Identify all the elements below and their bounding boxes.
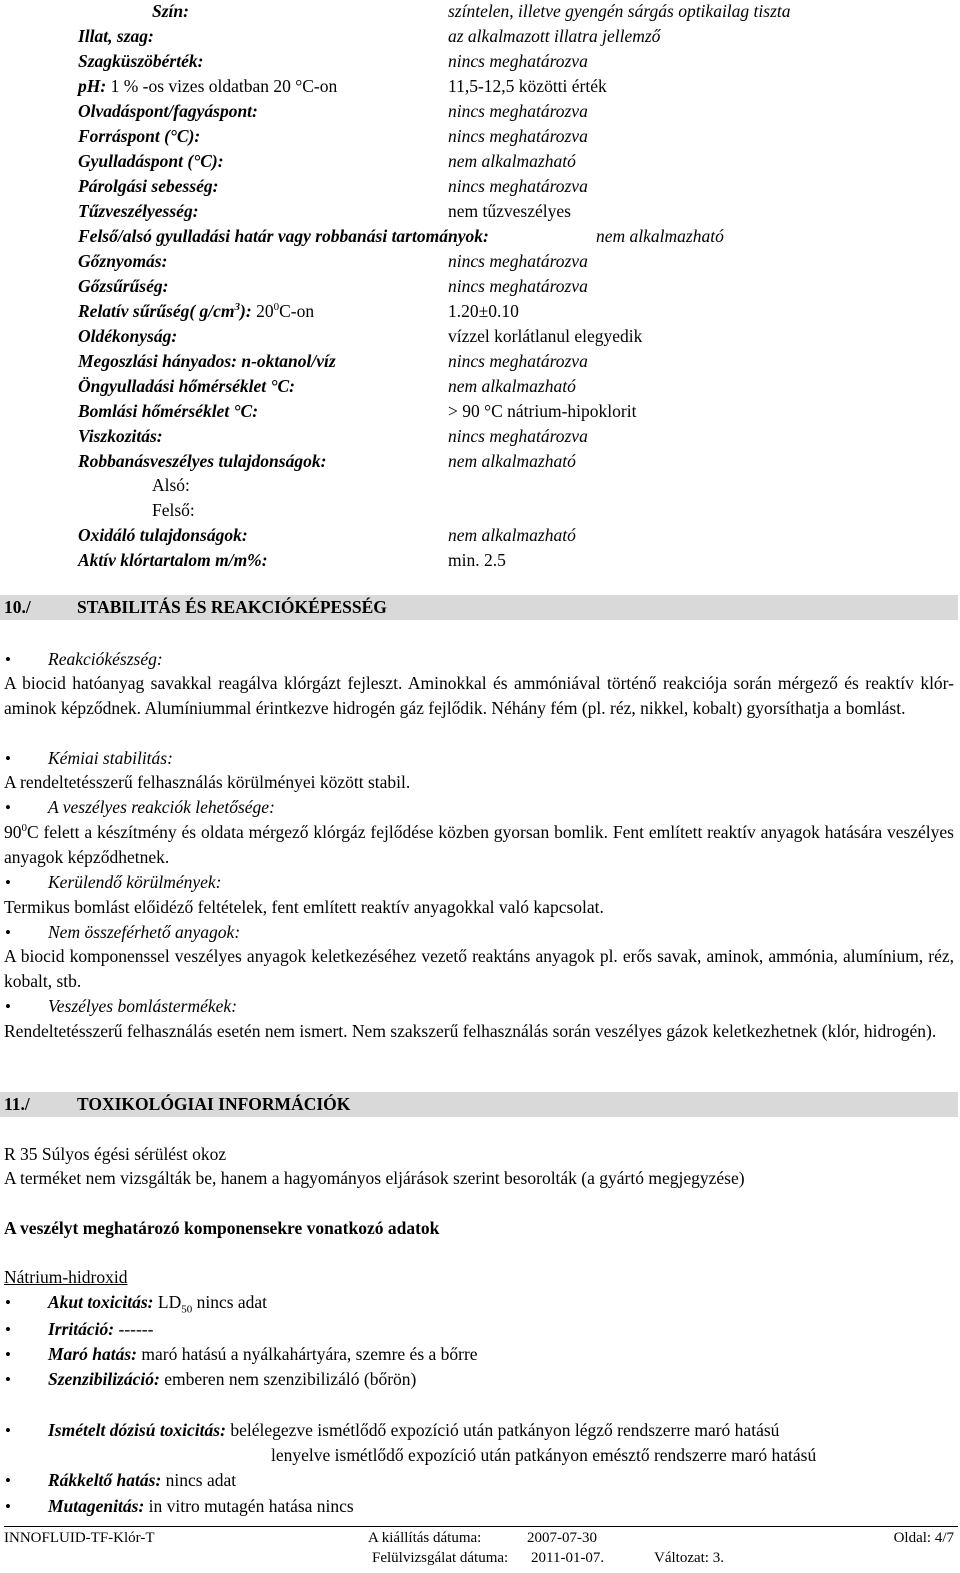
prop-value: nem tűzveszélyes	[448, 201, 571, 221]
prop-value: > 90 °C nátrium-hipoklorit	[448, 401, 637, 421]
prop-value: az alkalmazott illatra jellemző	[448, 26, 661, 46]
classification-note: A terméket nem vizsgálták be, hanem a hagyományos eljárások szerint besorolták (a gyártó megjegyzése)	[4, 1168, 745, 1188]
prop-value: nincs meghatározva	[448, 51, 588, 71]
item-text-pre: 90	[4, 822, 22, 842]
prop-label: Viszkozitás:	[78, 426, 163, 446]
tox-label: Szenzibilizáció:	[48, 1369, 160, 1389]
item-text: Rendeltetésszerű felhasználás esetén nem ismert. Nem szakszerű felhasználás során veszélyes gázok keletkezhetnek (klór, hidrogén).	[4, 1021, 937, 1041]
tox-text: belélegezve ismétlődő expozíció után patkányon légző rendszerre maró hatású	[225, 1420, 780, 1440]
bullet-icon: •	[5, 1497, 11, 1516]
prop-value: nem alkalmazható	[448, 151, 576, 171]
tox-label: Rákkeltő hatás:	[48, 1470, 162, 1490]
prop-value: nincs meghatározva	[448, 101, 588, 121]
item-heading: Kémiai stabilitás:	[48, 748, 173, 768]
bullet-icon: •	[5, 749, 11, 768]
prop-label: Illat, szag:	[78, 26, 154, 46]
prop-value: nem alkalmazható	[448, 376, 576, 396]
prop-label: Felső/alsó gyulladási határ vagy robbanási tartományok:	[78, 226, 489, 246]
prop-label: Gyulladáspont (°C):	[78, 151, 224, 171]
prop-value: nincs meghatározva	[448, 126, 588, 146]
prop-label: Megoszlási hányados: n-oktanol/víz	[78, 351, 336, 371]
prop-label: pH:	[78, 76, 107, 96]
item-heading: Reakciókészség:	[48, 649, 163, 669]
prop-label: Bomlási hőmérséklet °C:	[78, 401, 259, 421]
prop-label: Robbanásveszélyes tulajdonságok:	[78, 451, 327, 471]
tox-text: emberen nem szenzibilizáló (bőrön)	[159, 1369, 417, 1389]
tox-item	[48, 1418, 779, 1443]
footer-page-number: Oldal: 4/7	[893, 1530, 954, 1546]
item-text: A biocid komponenssel veszélyes anyagok keletkezéséhez vezető reaktáns anyagok pl. erős savak, aminok, ammónia, alumínium, réz, kobalt, stb.	[4, 946, 954, 991]
prop-label: Gőznyomás:	[78, 251, 168, 271]
footer-rule	[4, 1526, 958, 1527]
prop-label: Felső:	[152, 500, 195, 520]
prop-label: Relatív sűrűség( g/cm	[78, 301, 235, 321]
prop-value: nincs meghatározva	[448, 426, 588, 446]
item-heading: Veszélyes bomlástermékek:	[48, 996, 238, 1016]
item-heading: Kerülendő körülmények:	[48, 872, 222, 892]
prop-value: 1.20±0.10	[448, 301, 519, 321]
tox-label: Maró hatás:	[48, 1344, 137, 1364]
section-number: 10./	[4, 597, 31, 617]
component-name: Nátrium-hidroxid	[4, 1267, 128, 1287]
item-text: Termikus bomlást előidéző feltételek, fent említett reaktív anyagokkal való kapcsolat.	[4, 897, 604, 917]
item-text: C felett a készítmény és oldata mérgező klórgáz fejlődése közben gyorsan bomlik. Fent említett reaktív anyagok hatására veszélyes anyagok képződhetnek.	[4, 822, 954, 867]
section-title: STABILITÁS ÉS REAKCIÓKÉPESSÉG	[77, 597, 387, 617]
tox-text-pre: LD	[157, 1292, 182, 1312]
prop-label: Öngyulladási hőmérséklet °C:	[78, 376, 296, 396]
tox-item	[48, 1494, 354, 1519]
prop-label-suffix: 20	[256, 301, 274, 321]
risk-phrase: R 35 Súlyos égési sérülést okoz	[4, 1144, 227, 1164]
tox-item	[48, 1342, 478, 1367]
tox-item	[48, 1317, 153, 1342]
bullet-icon: •	[5, 798, 11, 817]
item-text: A rendeltetésszerű felhasználás körülményei között stabil.	[4, 772, 411, 792]
tox-text-continued: lenyelve ismétlődő expozíció után patkányon emésztő rendszerre maró hatású	[271, 1445, 817, 1465]
prop-row-ph	[78, 74, 337, 99]
prop-label: Gőzsűrűség:	[78, 276, 169, 296]
prop-label: Oldékonyság:	[78, 326, 178, 346]
prop-label-suffix: 1 % -os vizes oldatban 20 °C-on	[110, 76, 338, 96]
footer-revision-date: 2011-01-07.	[531, 1550, 605, 1566]
footer-revision-label: Felülvizsgálat dátuma:	[372, 1550, 509, 1566]
section-number: 11./	[4, 1094, 30, 1114]
section-title: TOXIKOLÓGIAI INFORMÁCIÓK	[77, 1094, 351, 1114]
prop-label: Alsó:	[152, 475, 190, 495]
prop-value: nincs meghatározva	[448, 176, 588, 196]
prop-label-suffix-sup: 0	[273, 301, 280, 314]
prop-label-after: ):	[240, 301, 252, 321]
bullet-icon: •	[5, 1320, 11, 1339]
prop-value: vízzel korlátlanul elegyedik	[448, 326, 643, 346]
section-10-header	[0, 595, 958, 620]
prop-value: min. 2.5	[448, 550, 506, 570]
bullet-icon: •	[5, 1293, 11, 1312]
bullet-icon: •	[5, 923, 11, 942]
prop-label: Tűzveszélyesség:	[78, 201, 199, 221]
prop-value: nem alkalmazható	[596, 226, 724, 246]
prop-value: színtelen, illetve gyengén sárgás optikailag tiszta	[448, 1, 791, 21]
bullet-icon: •	[5, 1370, 11, 1389]
item-text-sup: 0	[21, 822, 27, 835]
section-11-header	[0, 1092, 958, 1117]
tox-item	[48, 1468, 236, 1493]
tox-text: maró hatású a nyálkahártyára, szemre és a bőrre	[136, 1344, 478, 1364]
prop-label: Olvadáspont/fagyáspont:	[78, 101, 258, 121]
bullet-icon: •	[5, 650, 11, 669]
bullet-icon: •	[5, 1471, 11, 1490]
tox-text-sub: 50	[181, 1303, 193, 1316]
tox-text: ------	[114, 1319, 154, 1339]
prop-label: Szín:	[152, 1, 189, 21]
footer-version: Változat: 3.	[654, 1550, 724, 1566]
tox-label: Irritáció:	[48, 1319, 115, 1339]
prop-label: Oxidáló tulajdonságok:	[78, 525, 248, 545]
bullet-icon: •	[5, 1345, 11, 1364]
footer-doc-id: INNOFLUID-TF-Klór-T	[4, 1530, 155, 1546]
prop-label: Párolgási sebesség:	[78, 176, 219, 196]
prop-value: 11,5-12,5 közötti érték	[448, 76, 607, 96]
prop-label: Aktív klórtartalom m/m%:	[78, 550, 268, 570]
bullet-icon: •	[5, 1421, 11, 1440]
tox-label: Mutagenitás:	[48, 1496, 145, 1516]
tox-text: nincs adat	[161, 1470, 237, 1490]
tox-text: nincs adat	[192, 1292, 268, 1312]
prop-label-suffix-after: C-on	[279, 301, 315, 321]
footer-issue-label: A kiállítás dátuma:	[368, 1530, 482, 1546]
tox-label: Ismételt dózisú toxicitás:	[48, 1420, 226, 1440]
tox-text: in vitro mutagén hatása nincs	[144, 1496, 354, 1516]
prop-label-sup: 3	[234, 301, 241, 314]
prop-value: nem alkalmazható	[448, 451, 576, 471]
prop-value: nem alkalmazható	[448, 525, 576, 545]
prop-value: nincs meghatározva	[448, 276, 588, 296]
item-heading: A veszélyes reakciók lehetősége:	[48, 797, 275, 817]
footer-issue-date: 2007-07-30	[527, 1530, 597, 1546]
prop-value: nincs meghatározva	[448, 351, 588, 371]
prop-label: Szagküszöbérték:	[78, 51, 204, 71]
tox-label: Akut toxicitás:	[48, 1292, 154, 1312]
prop-row-density	[78, 299, 314, 324]
prop-value: nincs meghatározva	[448, 251, 588, 271]
item-text: A biocid hatóanyag savakkal reagálva klórgázt fejleszt. Aminokkal és ammóniával történő reakciója során mérgező és reaktív klór-aminok képződnek. Alumíniummal érintkezve hidrogén gáz fejlődik. Néhány fém (pl. réz, nikkel, kobalt) gyorsíthatja a bomlást.	[4, 673, 954, 718]
item-text-wrap	[4, 820, 954, 870]
tox-item	[48, 1367, 416, 1392]
bullet-icon: •	[5, 997, 11, 1016]
item-heading: Nem összeférhető anyagok:	[48, 922, 241, 942]
bullet-icon: •	[5, 873, 11, 892]
prop-label: Forráspont (°C):	[78, 126, 201, 146]
tox-item	[48, 1290, 267, 1315]
subheading: A veszélyt meghatározó komponensekre vonatkozó adatok	[4, 1218, 440, 1238]
